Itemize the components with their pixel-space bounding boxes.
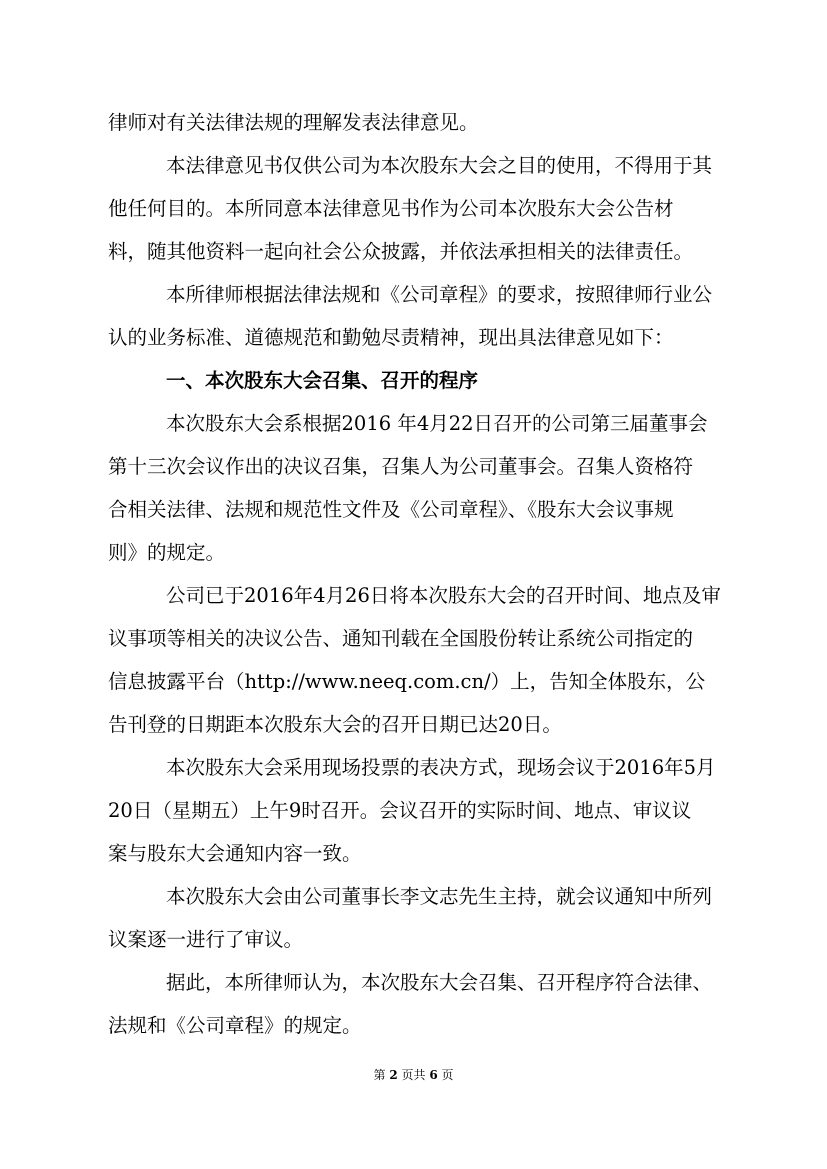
text-line: 信息披露平台（http://www.neeq.com.cn/）上，告知全体股东，公 [108, 670, 706, 693]
text-line: 本次股东大会系根据2016 年4月22日召开的公司第三届董事会 [166, 412, 708, 435]
section-heading: 一、本次股东大会召集、召开的程序 [166, 369, 479, 392]
text-line: 据此，本所律师认为，本次股东大会召集、召开程序符合法律、 [166, 971, 713, 994]
footer-current-page: 2 [389, 1068, 398, 1082]
text-line: 合相关法律、法规和规范性文件及《公司章程》、《股东大会议事规 [108, 498, 674, 521]
text-line: 法规和《公司章程》的规定。 [108, 1014, 362, 1037]
text-line: 告刊登的日期距本次股东大会的召开日期已达20日。 [108, 713, 562, 736]
text-line: 议案逐一进行了审议。 [108, 928, 304, 951]
footer-prefix: 第 [373, 1068, 390, 1082]
page-footer [0, 1068, 827, 1082]
text-line: 议事项等相关的决议公告、通知刊载在全国股份转让系统公司指定的 [108, 627, 694, 650]
text-line: 律师对有关法律法规的理解发表法律意见。 [108, 111, 479, 134]
text-line: 第十三次会议作出的决议召集，召集人为公司董事会。召集人资格符 [108, 455, 694, 478]
text-line: 则》的规定。 [108, 541, 226, 564]
text-line: 料，随其他资料一起向社会公众披露，并依法承担相关的法律责任。 [108, 240, 694, 263]
text-line: 本所律师根据法律法规和《公司章程》的要求，按照律师行业公 [166, 283, 713, 306]
text-line: 案与股东大会通知内容一致。 [108, 842, 362, 865]
text-line: 20日（星期五）上午9时召开。会议召开的实际时间、地点、审议议 [108, 799, 692, 822]
text-line: 本法律意见书仅供公司为本次股东大会之目的使用，不得用于其 [166, 154, 713, 177]
footer-middle: 页共 [397, 1068, 430, 1082]
footer-total-pages: 6 [429, 1068, 438, 1082]
text-line: 本次股东大会由公司董事长李文志先生主持，就会议通知中所列 [166, 885, 713, 908]
text-line: 本次股东大会采用现场投票的表决方式，现场会议于2016年5月 [166, 756, 716, 779]
text-line: 认的业务标准、道德规范和勤勉尽责精神，现出具法律意见如下： [108, 326, 674, 349]
footer-suffix: 页 [437, 1068, 454, 1082]
text-line: 他任何目的。本所同意本法律意见书作为公司本次股东大会公告材 [108, 197, 674, 220]
text-line: 公司已于2016年4月26日将本次股东大会的召开时间、地点及审 [166, 584, 721, 607]
